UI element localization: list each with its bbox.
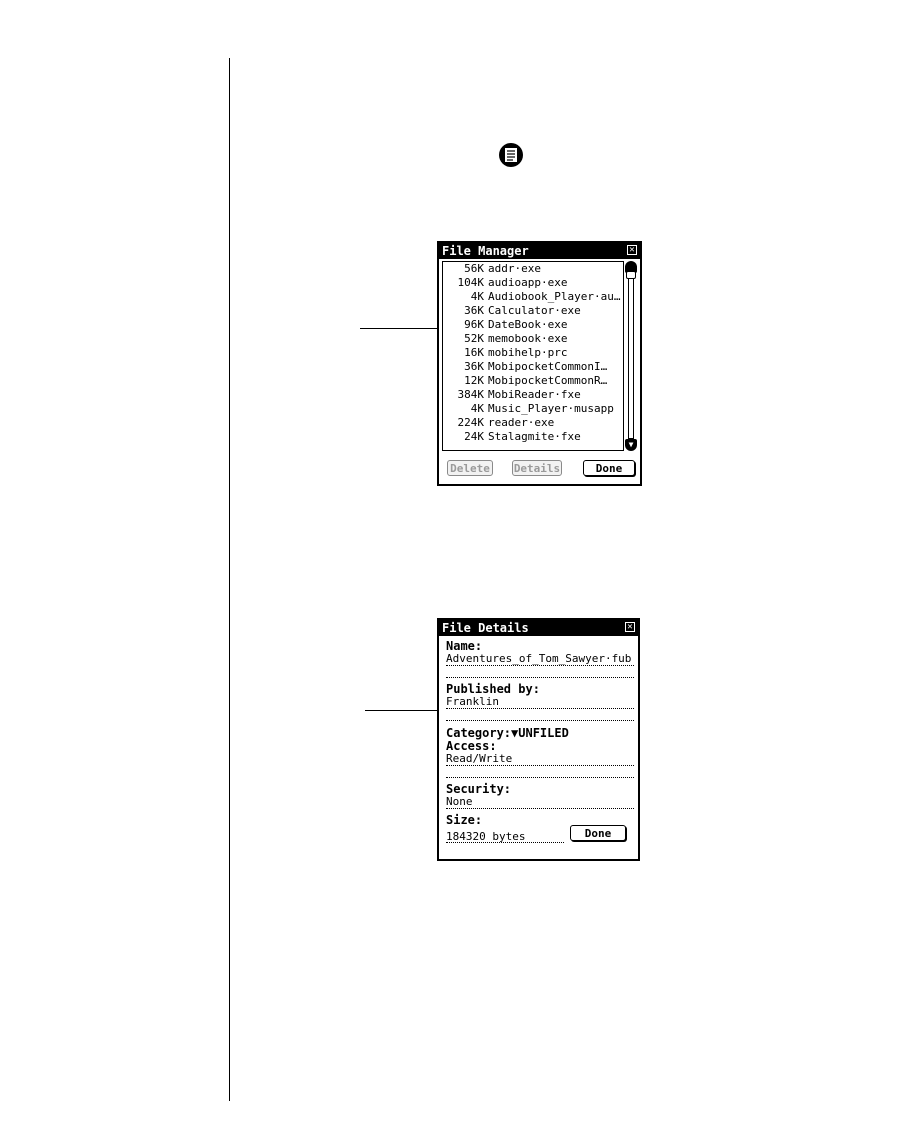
name-field-extra-line[interactable] bbox=[446, 666, 634, 678]
scroll-track[interactable] bbox=[628, 273, 634, 439]
file-details-window bbox=[437, 618, 640, 861]
file-details-body bbox=[446, 640, 634, 843]
file-name: Stalagmite·fxe bbox=[488, 430, 581, 443]
delete-button[interactable]: Delete bbox=[447, 460, 493, 476]
scroll-thumb[interactable] bbox=[626, 271, 636, 279]
list-item[interactable] bbox=[443, 388, 623, 402]
security-label: Security: bbox=[446, 782, 512, 796]
name-label: Name: bbox=[446, 639, 483, 653]
scroll-down-arrow-icon[interactable]: ▼ bbox=[625, 439, 637, 451]
list-item[interactable] bbox=[443, 290, 623, 304]
access-field[interactable]: Read/Write bbox=[446, 753, 634, 766]
details-button[interactable]: Details bbox=[513, 462, 561, 475]
file-size: 12K bbox=[464, 374, 484, 387]
category-dropdown[interactable]: ▼UNFILED bbox=[511, 726, 569, 740]
list-item[interactable] bbox=[443, 346, 623, 360]
done-button[interactable]: Done bbox=[583, 460, 635, 476]
list-item[interactable] bbox=[443, 318, 623, 332]
file-name: mobihelp·prc bbox=[488, 346, 568, 359]
file-list[interactable] bbox=[442, 261, 624, 451]
file-size: 52K bbox=[464, 332, 484, 345]
list-item[interactable] bbox=[443, 332, 623, 346]
file-size: 104K bbox=[457, 276, 484, 289]
file-size: 36K bbox=[464, 304, 484, 317]
file-name: Music_Player·musapp bbox=[488, 402, 614, 415]
list-item[interactable] bbox=[443, 276, 623, 290]
scrollbar[interactable] bbox=[625, 261, 637, 451]
close-icon[interactable]: ✕ bbox=[625, 622, 635, 632]
file-manager-titlebar bbox=[439, 243, 640, 259]
file-size: 96K bbox=[464, 318, 484, 331]
list-item[interactable] bbox=[443, 430, 623, 444]
file-manager-window bbox=[437, 241, 642, 486]
file-size: 384K bbox=[457, 388, 484, 401]
size-field: 184320 bytes bbox=[446, 831, 564, 843]
file-name: DateBook·exe bbox=[488, 318, 568, 331]
file-name: MobiReader·fxe bbox=[488, 388, 581, 401]
access-extra-line[interactable] bbox=[446, 766, 634, 778]
file-name: MobipocketCommonI… bbox=[488, 360, 608, 373]
done-button[interactable]: Done bbox=[570, 825, 626, 841]
menu-icon bbox=[498, 142, 524, 168]
security-field[interactable]: None bbox=[446, 796, 634, 809]
file-size: 24K bbox=[464, 430, 484, 443]
file-details-title: File Details bbox=[442, 621, 529, 635]
size-label: Size: bbox=[446, 813, 483, 827]
file-name: audioapp·exe bbox=[488, 276, 568, 289]
category-row bbox=[446, 726, 634, 740]
callout-line-file-manager bbox=[360, 328, 437, 329]
published-by-extra-line[interactable] bbox=[446, 709, 634, 721]
published-by-label: Published by: bbox=[446, 682, 540, 696]
name-field[interactable]: Adventures_of_Tom_Sawyer·fub bbox=[446, 653, 634, 666]
file-name: MobipocketCommonR… bbox=[488, 374, 608, 387]
list-item[interactable] bbox=[443, 416, 623, 430]
file-size: 36K bbox=[464, 360, 484, 373]
file-size: 224K bbox=[457, 416, 484, 429]
file-size: 4K bbox=[470, 402, 484, 415]
file-name: reader·exe bbox=[488, 416, 555, 429]
file-name: memobook·exe bbox=[488, 332, 568, 345]
file-manager-title: File Manager bbox=[442, 244, 529, 258]
size-row bbox=[446, 827, 634, 843]
file-name: Audiobook_Player·au… bbox=[488, 290, 621, 303]
file-size: 56K bbox=[464, 262, 484, 275]
published-by-field[interactable]: Franklin bbox=[446, 696, 634, 709]
list-item[interactable] bbox=[443, 402, 623, 416]
file-name: Calculator·exe bbox=[488, 304, 581, 317]
list-item[interactable] bbox=[443, 360, 623, 374]
close-icon[interactable]: ✕ bbox=[627, 245, 637, 255]
file-details-titlebar bbox=[439, 620, 638, 636]
list-item[interactable] bbox=[443, 304, 623, 318]
page-margin-rule bbox=[229, 58, 230, 1101]
file-size: 4K bbox=[470, 290, 484, 303]
file-size: 16K bbox=[464, 346, 484, 359]
access-label: Access: bbox=[446, 739, 497, 753]
category-label: Category: bbox=[446, 726, 512, 740]
callout-line-file-details bbox=[365, 710, 437, 711]
list-item[interactable] bbox=[443, 374, 623, 388]
list-item[interactable] bbox=[443, 262, 623, 276]
file-name: addr·exe bbox=[488, 262, 541, 275]
